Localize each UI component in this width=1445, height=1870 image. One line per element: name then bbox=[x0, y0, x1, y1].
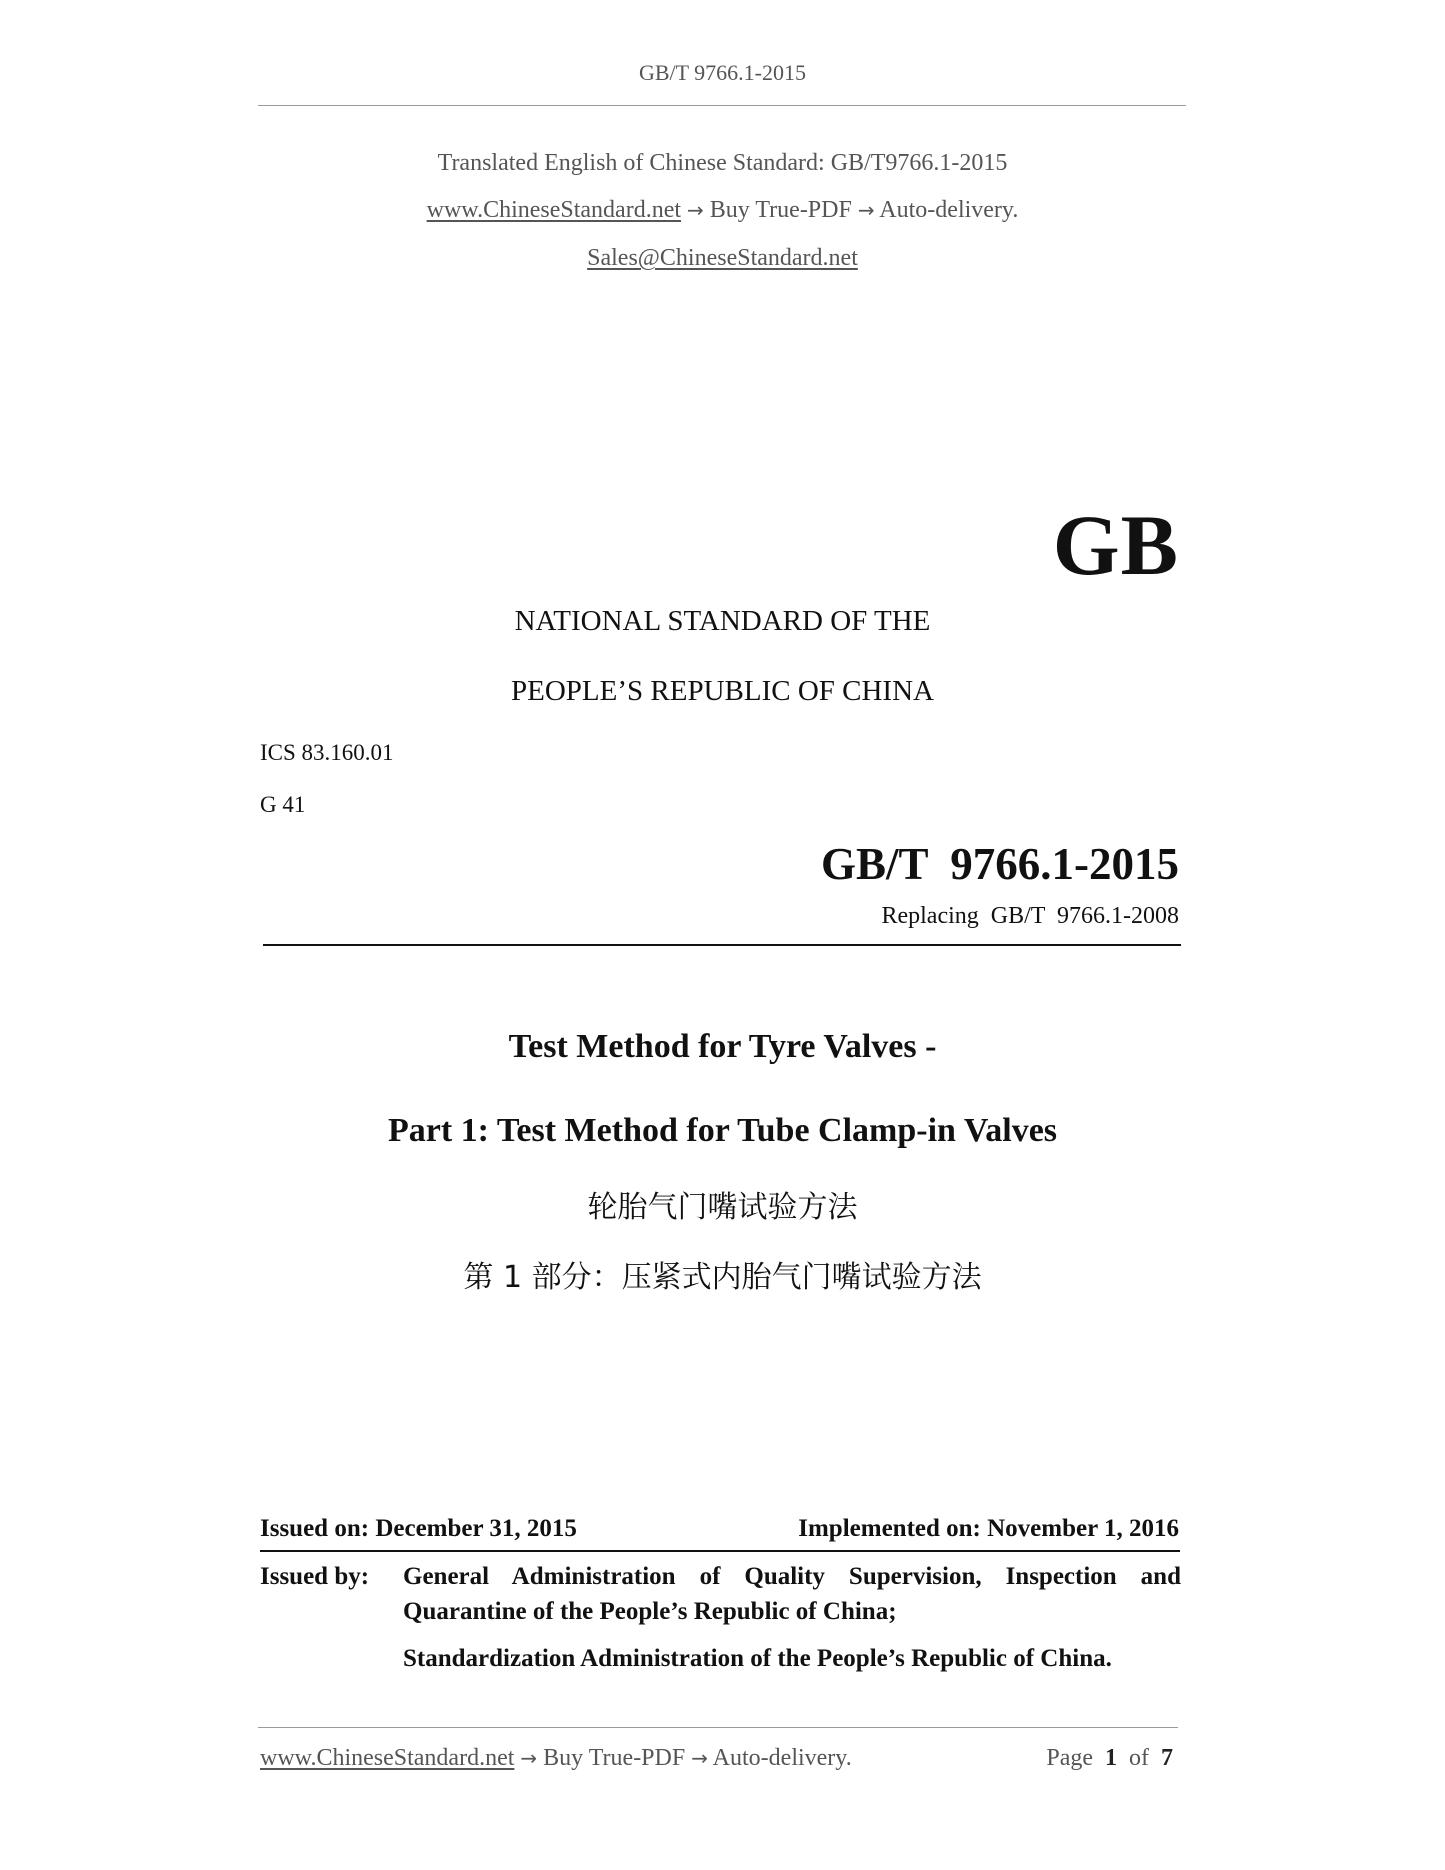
title-cn-part: 第 1 部分：压紧式内胎气门嘴试验方法 bbox=[463, 1260, 982, 1295]
site-link[interactable]: www.ChineseStandard.net bbox=[426, 197, 682, 223]
header-divider bbox=[258, 105, 1186, 106]
right-arrow-icon: → bbox=[687, 198, 704, 222]
right-arrow-icon: → bbox=[691, 1746, 708, 1770]
delivery-text: Auto-delivery. bbox=[879, 197, 1019, 223]
issued-by-label: Issued by: bbox=[260, 1563, 370, 1590]
page-indicator bbox=[1046, 1745, 1173, 1772]
replacing-standard: Replacing GB/T 9766.1-2008 bbox=[881, 903, 1179, 929]
title-en-main: Test Method for Tyre Valves - bbox=[508, 1028, 937, 1065]
issuer-line: Quarantine of the People’s Republic of China; bbox=[403, 1598, 897, 1625]
promo-line: Translated English of Chinese Standard: GB/T9766.1-2015 bbox=[437, 150, 1008, 176]
republic-line: PEOPLE’S REPUBLIC OF CHINA bbox=[511, 675, 934, 707]
implemented-on-date: Implemented on: November 1, 2016 bbox=[798, 1515, 1179, 1542]
issuer-line: General Administration of Quality Supervision, Inspection and bbox=[403, 1563, 1181, 1590]
running-header: GB/T 9766.1-2015 bbox=[638, 60, 807, 85]
ccs-code: G 41 bbox=[260, 792, 306, 817]
buy-text: Buy True-PDF bbox=[709, 197, 852, 223]
promo-buy-line bbox=[0, 197, 1445, 224]
footer-delivery-text: Auto-delivery. bbox=[712, 1745, 852, 1771]
of-label: of bbox=[1129, 1745, 1149, 1771]
gb-mark: GB bbox=[1052, 497, 1179, 593]
standard-number: GB/T 9766.1-2015 bbox=[821, 839, 1179, 889]
page-label: Page bbox=[1046, 1745, 1093, 1771]
ics-code: ICS 83.160.01 bbox=[260, 740, 394, 765]
national-standard-line: NATIONAL STANDARD OF THE bbox=[514, 605, 931, 637]
page-number: 1 bbox=[1105, 1745, 1117, 1771]
footer-buy-text: Buy True-PDF bbox=[543, 1745, 686, 1771]
standard-divider bbox=[263, 944, 1181, 946]
right-arrow-icon: → bbox=[857, 198, 875, 222]
email-link[interactable]: Sales@ChineseStandard.net bbox=[587, 245, 858, 271]
title-cn-main: 轮胎气门嘴试验方法 bbox=[587, 1190, 858, 1225]
issuer-line: Standardization Administration of the People’s Republic of China. bbox=[403, 1645, 1112, 1672]
footer-site-link[interactable]: www.ChineseStandard.net bbox=[260, 1745, 515, 1771]
title-en-part: Part 1: Test Method for Tube Clamp-in Valves bbox=[387, 1112, 1058, 1149]
footer-promo bbox=[260, 1745, 852, 1772]
page-total: 7 bbox=[1161, 1745, 1173, 1771]
dates-divider bbox=[260, 1550, 1180, 1552]
issued-on-date: Issued on: December 31, 2015 bbox=[260, 1515, 577, 1542]
right-arrow-icon: → bbox=[520, 1746, 538, 1770]
promo-email-line bbox=[0, 245, 1445, 272]
footer-divider bbox=[258, 1727, 1178, 1728]
